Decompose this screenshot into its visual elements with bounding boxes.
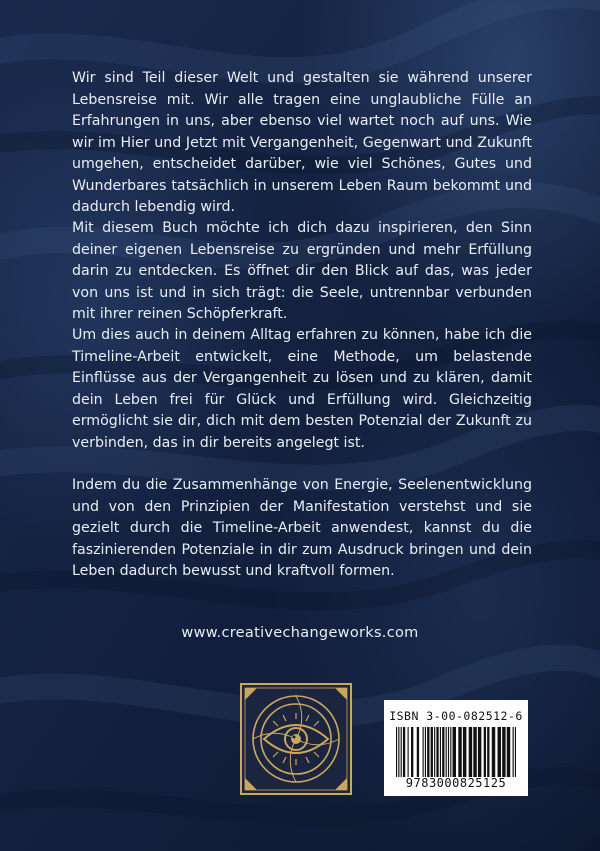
- barcode-bar: [427, 727, 429, 777]
- blurb-paragraph-4: Indem du die Zusammenhänge von Energie, Seelenentwicklung und von den Prinzipien der Manifestation verstehst und sie gezielt durch die Timeline-Arbeit anwendest, kannst du die faszinierenden Potenziale in dir zum Ausdruck bringen und dein Leben dadurch bewusst und kraftvoll formen.: [72, 477, 532, 579]
- barcode-bar: [507, 727, 510, 777]
- barcode-bar: [487, 727, 489, 777]
- barcode-bar: [478, 727, 481, 777]
- blurb-paragraph-2: Mit diesem Buch möchte ich dich dazu inspirieren, den Sinn deiner eigenen Lebensreise zu ergründen und mehr Erfüllung darin zu entdecken. Es öffnet dir den Blick auf das, was jeder von uns ist und in sich trägt: die Seele, untrennbar verbunden mit ihrer reinen Schöpferkraft.: [72, 220, 532, 322]
- barcode-bar: [436, 727, 438, 777]
- barcode-bar: [515, 727, 516, 777]
- barcode-bar: [484, 727, 486, 777]
- barcode-bar: [513, 727, 514, 777]
- barcode-bar: [425, 727, 426, 777]
- barcode-bar: [446, 727, 447, 777]
- barcode-bar: [398, 727, 399, 777]
- barcode-bars: [396, 727, 516, 777]
- barcode-bar: [431, 727, 433, 777]
- barcode-bar: [440, 727, 441, 777]
- barcode-bar: [396, 727, 397, 777]
- barcode-bar: [423, 727, 424, 777]
- barcode-bar: [448, 727, 449, 777]
- barcode-bar: [417, 727, 419, 777]
- blurb-paragraph-1: Wir sind Teil dieser Welt und gestalten sie während unserer Lebensreise mit. Wir alle tragen eine unglaubliche Fülle an Erfahrungen in uns, aber ebenso viel wartet noch auf uns. Wie wir im Hier und Jetzt mit Vergangenheit, Gegenwart und Zukunft umgehen, entscheidet darüber, wie viel Schönes, Gutes und Wunderbares tatsächlich in unserem Leben Raum bekommt und dadurch lebendig wird.: [72, 70, 532, 215]
- eye-mandala-icon: [240, 683, 352, 795]
- website-url: www.creativechangeworks.com: [181, 625, 419, 641]
- barcode-bar: [498, 727, 501, 777]
- isbn-barcode: [384, 700, 528, 796]
- ean-number: 9783000825125: [405, 776, 507, 790]
- barcode-bar: [403, 727, 405, 777]
- barcode-bar: [450, 727, 451, 777]
- barcode-bar: [469, 727, 472, 777]
- barcode-bar: [473, 727, 476, 777]
- barcode-bar: [453, 727, 456, 777]
- barcode-bar: [458, 727, 461, 777]
- isbn-number: ISBN 3-00-082512-6: [389, 709, 523, 723]
- barcode-bar: [463, 727, 466, 777]
- barcode-bar: [492, 727, 495, 777]
- barcode-bar: [408, 727, 409, 777]
- barcode-bar: [411, 727, 413, 777]
- barcode-bar: [434, 727, 435, 777]
- blurb-paragraph-3: Um dies auch in deinem Alltag erfahren zu können, habe ich die Timeline-Arbeit entwickelt, eine Methode, um belastende Einflüsse aus der Vergangenheit zu lösen und zu klären, damit dein Leben frei für Glück und Erfüllung wird. Gleichzeitig ermöglicht sie dir, dich mit dem besten Potenzial der Zukunft zu verbinden, das in dir bereits angelegt ist.: [72, 327, 532, 451]
- barcode-bar: [502, 727, 505, 777]
- barcode-bar: [401, 727, 402, 777]
- barcode-bar: [442, 727, 444, 777]
